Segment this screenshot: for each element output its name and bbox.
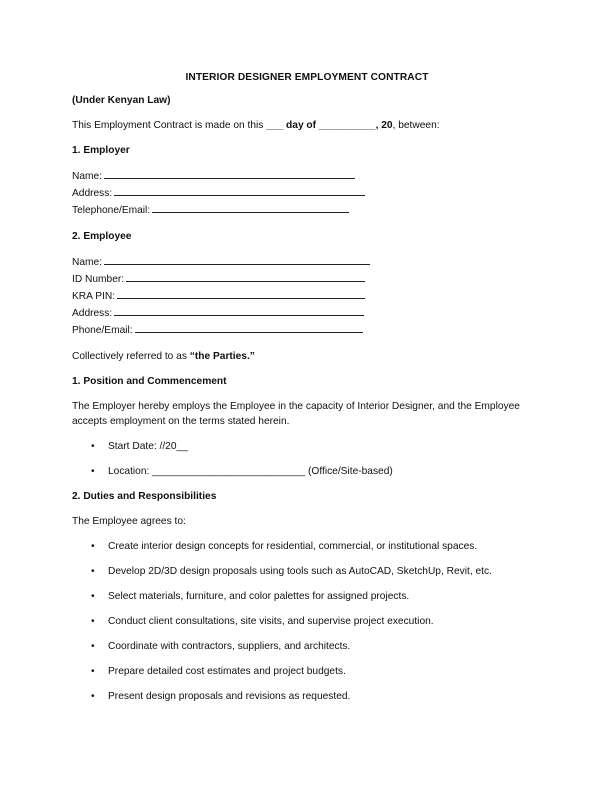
employee-address-field (72, 305, 542, 322)
start-date: Start Date: //20__ (108, 441, 188, 452)
employee-heading: 2. Employee (72, 231, 132, 242)
employer-address-field (72, 185, 542, 202)
list-item (72, 464, 542, 479)
employee-id-field (72, 271, 542, 288)
list-item (72, 539, 542, 554)
bullet-icon: • (91, 666, 95, 677)
bullet-icon: • (91, 616, 95, 627)
employer-name-field (72, 168, 542, 185)
fill-line[interactable] (117, 288, 365, 299)
section1-list (72, 439, 542, 479)
field-label: Name: (72, 257, 103, 268)
fill-line[interactable] (135, 322, 363, 333)
parties-line (72, 349, 542, 364)
duty-text: Coordinate with contractors, suppliers, and architects. (108, 641, 351, 652)
duties-list (72, 539, 542, 704)
duty-text: Select materials, furniture, and color palettes for assigned projects. (108, 591, 410, 602)
employee-name-field (72, 254, 542, 271)
contract-title: INTERIOR DESIGNER EMPLOYMENT CONTRACT (185, 72, 429, 83)
day-blank: ___ (266, 120, 284, 131)
field-label: Address: (72, 188, 113, 199)
intro-prefix: This Employment Contract is made on this (72, 120, 267, 131)
bullet-icon: • (91, 566, 95, 577)
employee-phone-email-field (72, 322, 542, 339)
day-label: day of (283, 120, 319, 131)
location-label: Location: (108, 466, 150, 477)
intro-line (72, 118, 542, 133)
fill-line[interactable] (152, 202, 349, 213)
employee-kra-pin-field (72, 288, 542, 305)
list-item (72, 664, 542, 679)
list-item (72, 639, 542, 654)
employer-fields (72, 168, 542, 219)
field-label: KRA PIN: (72, 291, 116, 302)
fill-line[interactable] (104, 168, 355, 179)
field-label: Telephone/Email: (72, 205, 151, 216)
duty-text: Develop 2D/3D design proposals using tools such as AutoCAD, SketchUp, Revit, etc. (108, 566, 492, 577)
year-label: , 20 (375, 120, 393, 131)
contract-body (72, 72, 542, 714)
duty-text: Present design proposals and revisions as requested. (108, 691, 351, 702)
list-item (72, 614, 542, 629)
list-item (72, 564, 542, 579)
bullet-icon: • (91, 591, 95, 602)
section1-body: The Employer hereby employs the Employee in the capacity of Interior Designer, and the Employee accepts employment on the terms stated herein. (72, 401, 520, 427)
list-item (72, 589, 542, 604)
duty-text: Prepare detailed cost estimates and project budgets. (108, 666, 346, 677)
section1-heading: 1. Position and Commencement (72, 376, 227, 387)
bullet-icon: • (91, 541, 95, 552)
duty-text: Create interior design concepts for residential, commercial, or institutional spaces. (108, 541, 478, 552)
employer-telephone-email-field (72, 202, 542, 219)
field-label: ID Number: (72, 274, 125, 285)
field-label: Name: (72, 171, 103, 182)
location-suffix: (Office/Site-based) (308, 466, 393, 477)
duty-text: Conduct client consultations, site visits, and supervise project execution. (108, 616, 434, 627)
fill-line[interactable] (114, 305, 364, 316)
bullet-icon: • (91, 466, 95, 477)
section2-intro: The Employee agrees to: (72, 516, 186, 527)
jurisdiction-subtitle: (Under Kenyan Law) (72, 95, 171, 106)
bullet-icon: • (91, 691, 95, 702)
intro-suffix: , between: (392, 120, 440, 131)
list-item (72, 689, 542, 704)
field-label: Address: (72, 308, 113, 319)
bullet-icon: • (91, 641, 95, 652)
employee-fields (72, 254, 542, 339)
month-blank: __________ (318, 120, 376, 131)
employer-heading: 1. Employer (72, 145, 130, 156)
list-item (72, 439, 542, 454)
parties-prefix: Collectively referred to as (72, 351, 190, 362)
field-label: Phone/Email: (72, 325, 133, 336)
section2-heading: 2. Duties and Responsibilities (72, 491, 217, 502)
fill-line[interactable] (114, 185, 365, 196)
parties-term: “the Parties.” (189, 351, 255, 362)
fill-line[interactable] (104, 254, 370, 265)
location-blank[interactable]: ___________________________ (152, 466, 306, 477)
fill-line[interactable] (126, 271, 365, 282)
bullet-icon: • (91, 441, 95, 452)
